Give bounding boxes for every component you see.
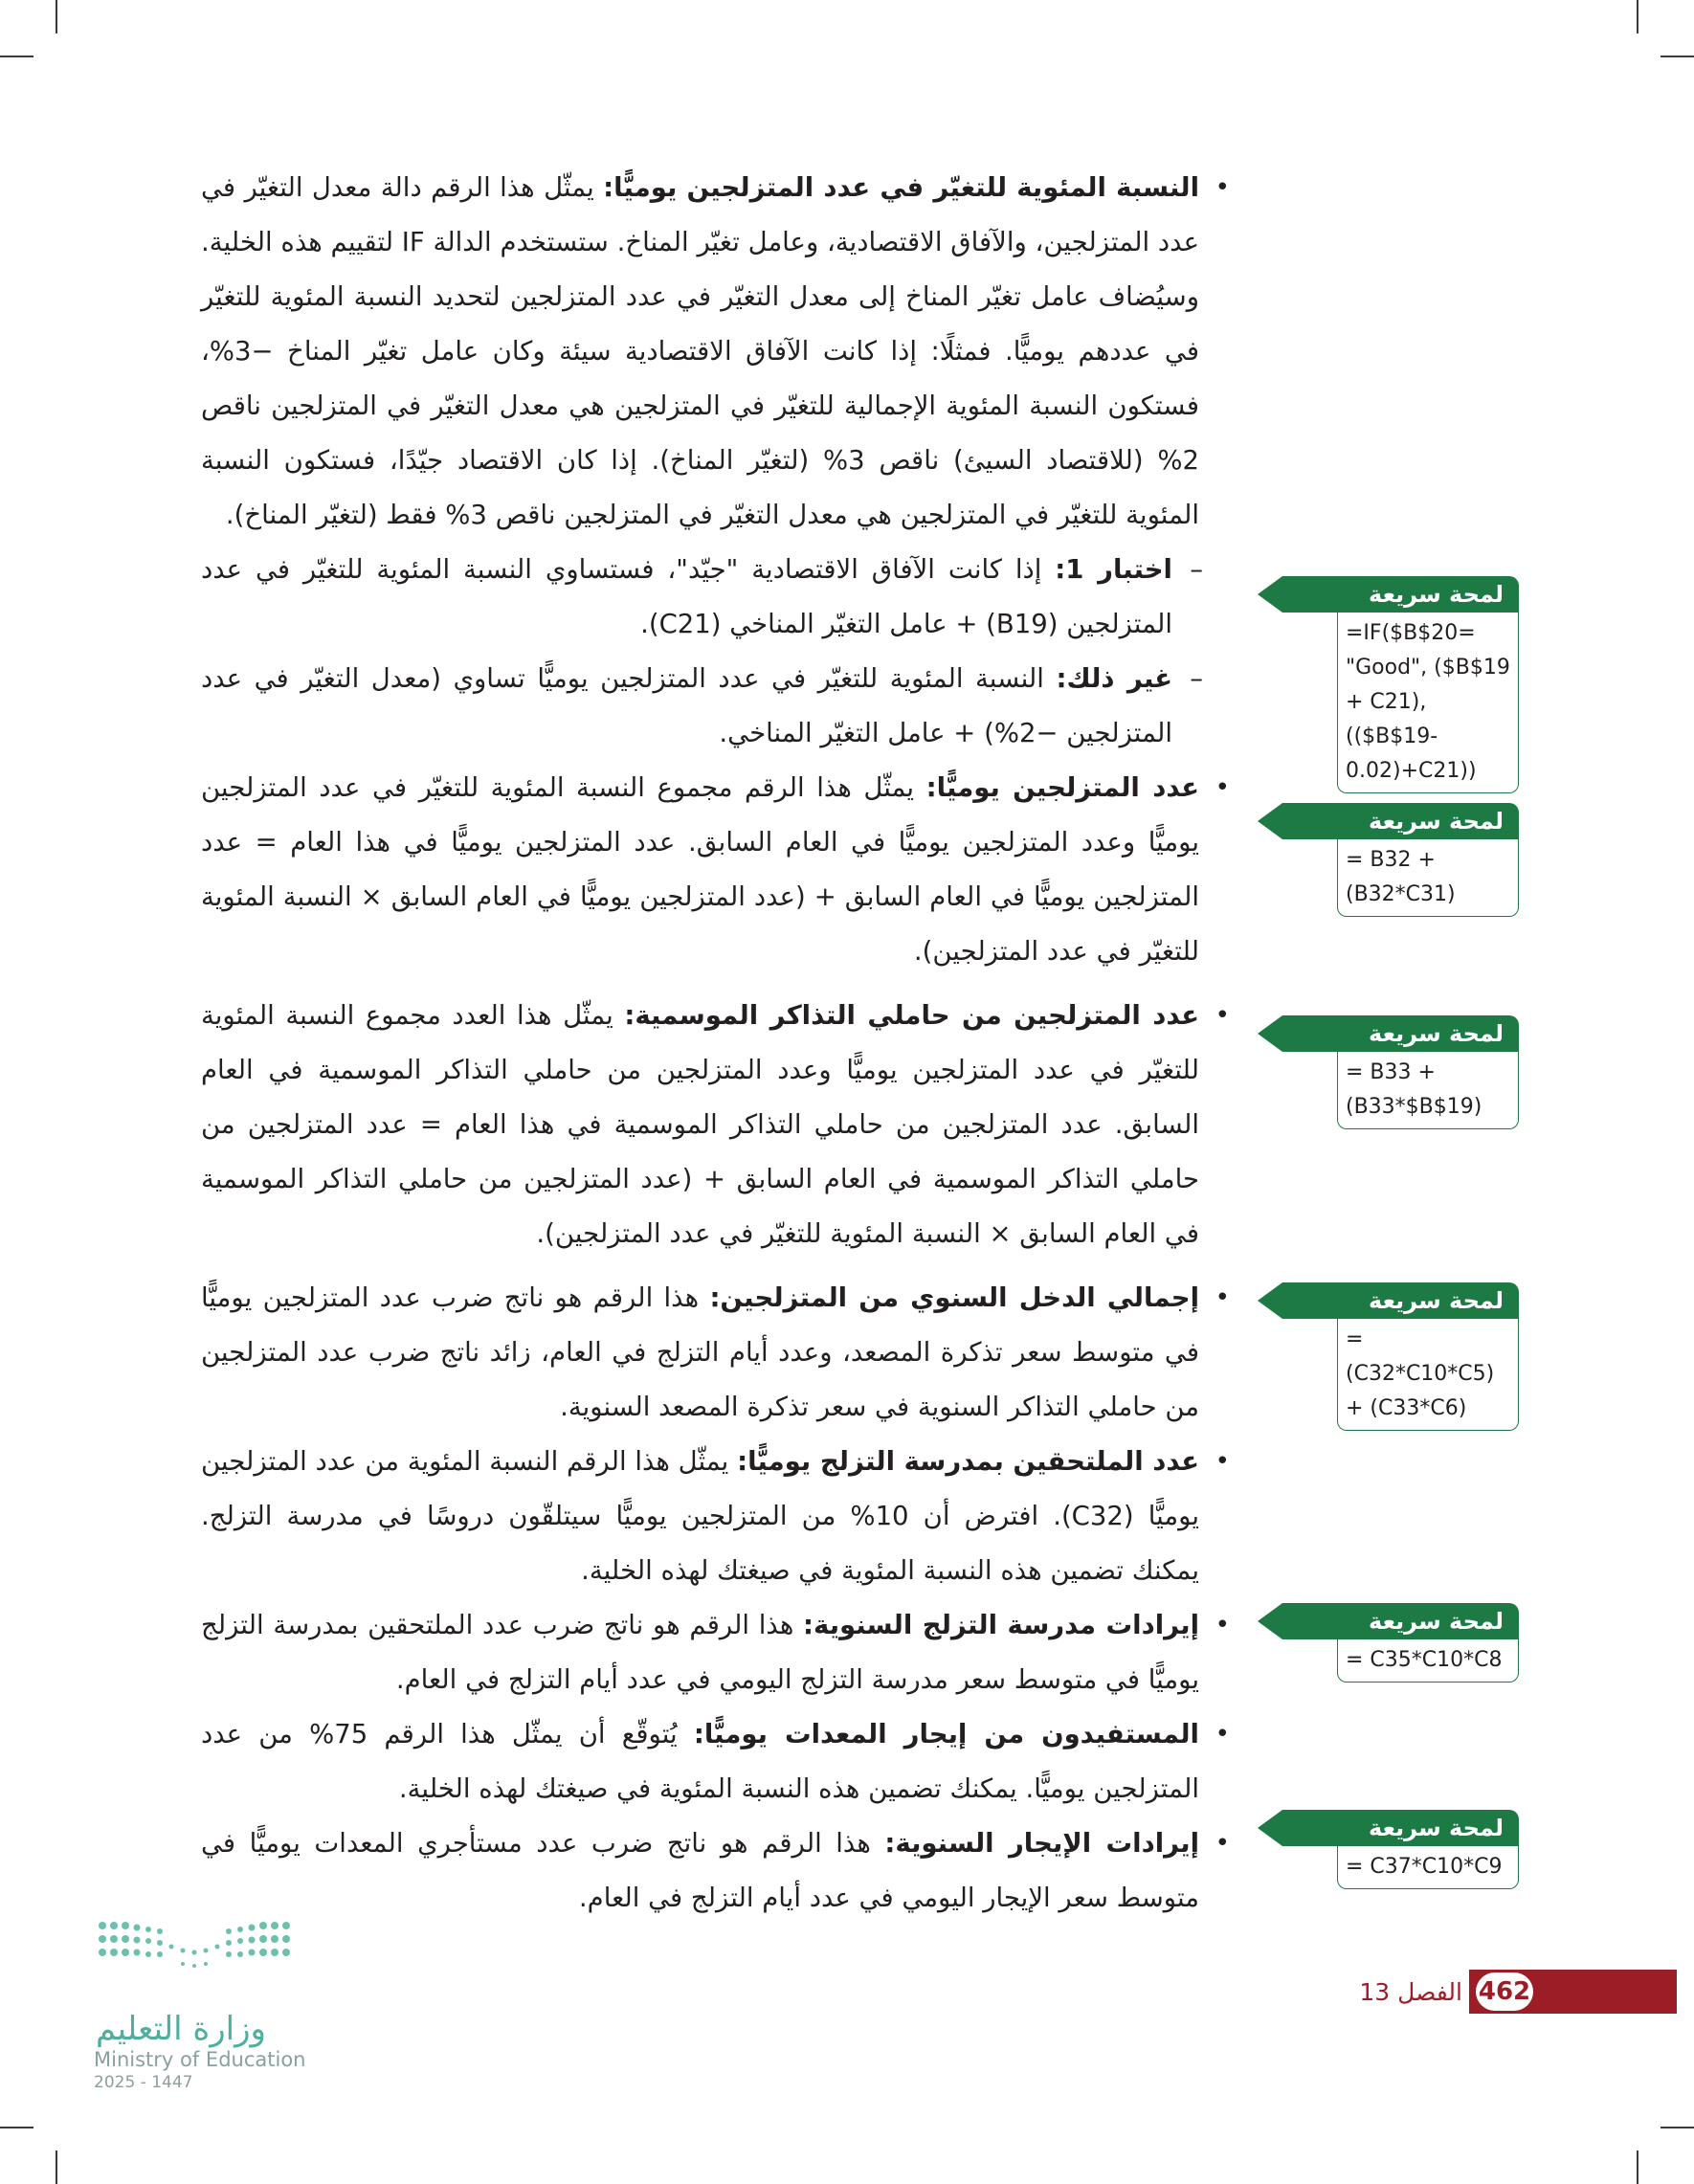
sub-label: غير ذلك: <box>1056 663 1172 694</box>
bullet-rental-revenue <box>201 1816 1230 1926</box>
quick-tip-formula: = B32 + (B32*C31) <box>1337 839 1519 917</box>
quick-tip-label: لمحة سريعة <box>1282 1810 1519 1846</box>
bullet-text: يمثّل هذا الرقم دالة معدل التغيّر في عدد المتزلجين، والآفاق الاقتصادية، وعامل تغيّر المناخ. ستستخدم الدالة IF لتقييم هذه الخلية. وسيُضاف عامل تغيّر المناخ إلى معدل التغيّر في عدد المتزلجين لتحديد النسبة المئوية للتغيّر في عددهم يوميًّا. فمثلًا: إذا كانت الآفاق الاقتصادية سيئة وكان عامل تغيّر المناخ −3%، فستكون النسبة المئوية الإجمالية للتغيّر في المتزلجين هي معدل التغيّر في المتزلجين ناقص 2% (للاقتصاد السيئ) ناقص 3% (لتغيّر المناخ). إذا كان الاقتصاد جيّدًا، فستكون النسبة المئوية للتغيّر في المتزلجين هي معدل التغيّر في المتزلجين ناقص 3% فقط (لتغيّر المناخ). <box>201 172 1199 530</box>
quick-tip-label: لمحة سريعة <box>1282 1015 1519 1052</box>
quick-tip-formula: = C37*C10*C9 <box>1337 1846 1519 1889</box>
bullet-title: إجمالي الدخل السنوي من المتزلجين: <box>709 1282 1200 1313</box>
bullet-title: عدد المتزلجين يوميًّا: <box>925 772 1199 803</box>
logo-english-text: Ministry of Education <box>94 2048 306 2071</box>
crop-mark <box>56 0 57 33</box>
crop-mark <box>1637 0 1638 33</box>
crop-mark <box>56 2151 57 2184</box>
quick-tip <box>1304 1810 1519 1889</box>
bullet-title: إيرادات الإيجار السنوية: <box>884 1828 1199 1859</box>
bullet-title: المستفيدون من إيجار المعدات يوميًّا: <box>693 1719 1199 1749</box>
bullet-text: يمثّل هذا العدد مجموع النسبة المئوية للتغيّر في عدد المتزلجين يوميًّا وعدد المتزلجين من حاملي التذاكر الموسمية في العام السابق. عدد المتزلجين من حاملي التذاكر الموسمية في هذا العام = عدد المتزلجين من حاملي التذاكر الموسمية في العام السابق + (عدد المتزلجين من حاملي التذاكر الموسمية في العام السابق × النسبة المئوية للتغيّر في عدد المتزلجين). <box>201 1000 1199 1249</box>
sub-text: النسبة المئوية للتغيّر في عدد المتزلجين يوميًّا تساوي (معدل التغيّر في عدد المتزلجين −2%) + عامل التغيّر المناخي. <box>201 663 1172 748</box>
bullet-daily-skiers <box>201 761 1230 979</box>
sub-item-else <box>201 652 1230 761</box>
crop-mark <box>0 2127 33 2128</box>
bullet-rental-users <box>201 1707 1230 1816</box>
quick-tip-label: لمحة سريعة <box>1282 576 1519 613</box>
sub-label: اختبار 1: <box>1055 554 1172 585</box>
quick-tip-formula: = C35*C10*C8 <box>1337 1639 1519 1683</box>
bullet-text: يمثّل هذا الرقم مجموع النسبة المئوية للتغيّر في عدد المتزلجين يوميًّا وعدد المتزلجين يوميًّا في العام السابق. عدد المتزلجين يوميًّا في هذا العام = عدد المتزلجين يوميًّا في العام السابق + (عدد المتزلجين يوميًّا في العام السابق × النسبة المئوية للتغيّر في عدد المتزلجين). <box>201 772 1199 967</box>
bullet-ski-school-daily <box>201 1435 1230 1598</box>
logo-year-text: 2025 - 1447 <box>94 2073 193 2092</box>
crop-mark <box>1661 56 1694 57</box>
quick-tip <box>1304 1282 1519 1431</box>
quick-tip-label: لمحة سريعة <box>1282 1282 1519 1319</box>
bullet-title: عدد المتزلجين من حاملي التذاكر الموسمية: <box>624 1000 1200 1031</box>
bullet-text: يمثّل هذا الرقم النسبة المئوية من عدد المتزلجين يوميًّا (C32). افترض أن 10% من المتزلجين يوميًّا سيتلقّون دروسًا في مدرسة التزلج. يمكنك تضمين هذه النسبة المئوية في صيغتك لهذه الخلية. <box>201 1446 1199 1586</box>
quick-tip-formula: =IF($B$20= "Good", ($B$19 + C21), (($B$19- 0.02)+C21)) <box>1337 613 1519 793</box>
quick-tip-label: لمحة سريعة <box>1282 803 1519 839</box>
quick-tip-formula: = (C32*C10*C5) + (C33*C6) <box>1337 1319 1519 1431</box>
crop-mark <box>1637 2151 1638 2184</box>
bullet-text: يُتوقّع أن يمثّل هذا الرقم 75% من عدد المتزلجين يوميًّا. يمكنك تضمين هذه النسبة المئوية في صيغتك لهذه الخلية. <box>201 1719 1199 1804</box>
main-text <box>201 161 1230 1926</box>
sub-text: إذا كانت الآفاق الاقتصادية "جيّد"، فستساوي النسبة المئوية للتغيّر في عدد المتزلجين (B19) + عامل التغيّر المناخي (C21). <box>201 554 1172 639</box>
bullet-season-holders <box>201 989 1230 1261</box>
ministry-logo-icon <box>91 1914 306 2010</box>
bullet-percent-change <box>201 161 1230 543</box>
bullet-title: عدد الملتحقين بمدرسة التزلج يوميًّا: <box>737 1446 1199 1477</box>
dash-marker: – <box>1190 663 1203 694</box>
page-number: 462 <box>1476 1972 1533 2011</box>
bullet-text: هذا الرقم هو ناتج ضرب عدد الملتحقين بمدرسة التزلج يوميًّا في متوسط سعر مدرسة التزلج اليومي في عدد أيام التزلج في العام. <box>201 1610 1199 1695</box>
sub-item-test1 <box>201 543 1230 652</box>
bullet-text: هذا الرقم هو ناتج ضرب عدد المتزلجين يوميًّا في متوسط سعر تذكرة المصعد، وعدد أيام التزلج في العام، زائد ناتج ضرب عدد المتزلجين من حاملي التذاكر السنوية في سعر تذكرة المصعد السنوية. <box>201 1282 1199 1422</box>
quick-tip <box>1304 1603 1519 1683</box>
chapter-label: الفصل 13 <box>1359 1978 1462 2006</box>
bullet-annual-income <box>201 1271 1230 1435</box>
bullet-ski-school-revenue <box>201 1598 1230 1707</box>
quick-tip <box>1304 1015 1519 1129</box>
quick-tip <box>1304 803 1519 917</box>
quick-tip-formula: = B33 + (B33*$B$19) <box>1337 1052 1519 1129</box>
bullet-text: هذا الرقم هو ناتج ضرب عدد مستأجري المعدات يوميًّا في متوسط سعر الإيجار اليومي في عدد أيام التزلج في العام. <box>201 1828 1199 1913</box>
bullet-title: النسبة المئوية للتغيّر في عدد المتزلجين يوميًّا: <box>603 172 1199 203</box>
dash-marker: – <box>1190 554 1203 585</box>
quick-tip-label: لمحة سريعة <box>1282 1603 1519 1639</box>
logo-arabic-text: وزارة التعليم <box>96 2010 266 2048</box>
bullet-title: إيرادات مدرسة التزلج السنوية: <box>803 1610 1199 1640</box>
quick-tip <box>1304 576 1519 793</box>
crop-mark <box>1661 2127 1694 2128</box>
crop-mark <box>0 56 33 57</box>
